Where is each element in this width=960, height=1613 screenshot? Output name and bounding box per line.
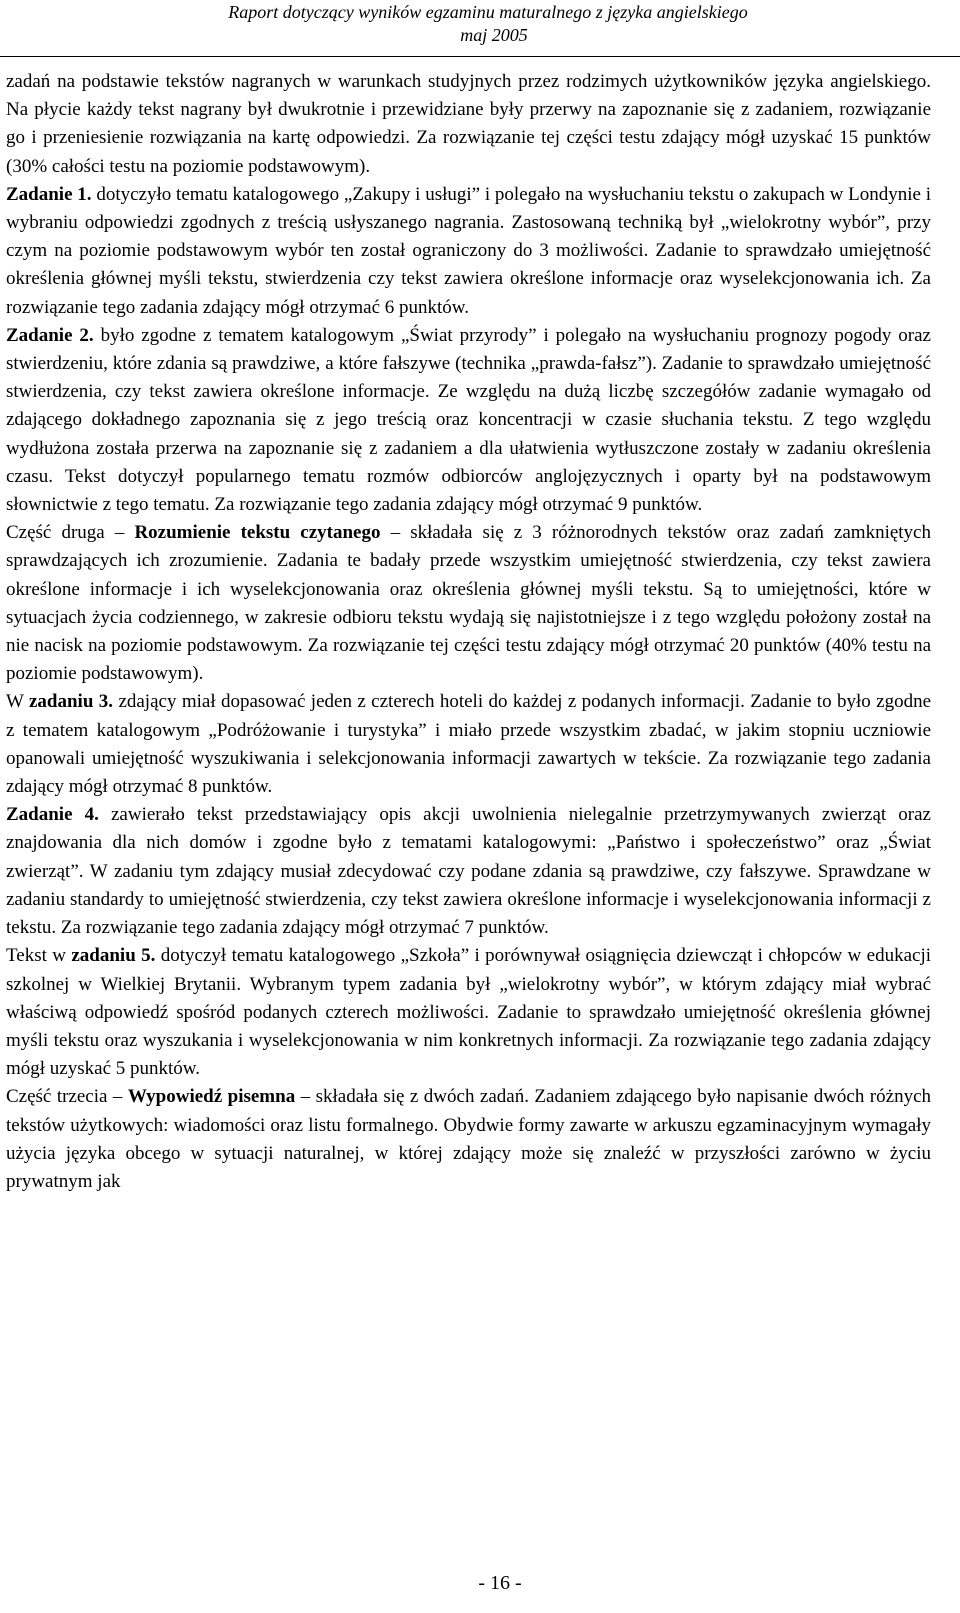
page-number: - 16 - <box>478 1572 522 1594</box>
task-1-text: dotyczyło tematu katalogowego „Zakupy i usługi” i polegało na wysłuchaniu tekstu o zakupach w Londynie i wybraniu odpowiedzi zgodnych z treścią usłyszanego nagrania. Zastosowaną techniką był „wielokrotny wybór”, przy czym na poziomie podstawowym wybór ten został ograniczony do 3 możliwości. Zadanie to sprawdzało umiejętność określenia głównej myśli tekstu, stwierdzenia czy tekst zawiera określone informacje oraz wyselekcjonowania ich. Za rozwiązanie tego zadania zdający mógł otrzymać 6 punktów. <box>6 183 931 318</box>
task-5-prefix: Tekst w <box>6 945 72 967</box>
paragraph-part-2 <box>6 519 931 688</box>
task-4-text: zawierało tekst przedstawiający opis akcji uwolnienia nielegalnie przetrzymywanych zwierząt oraz znajdowania dla nich domów i zgodne było z tematami katalogowymi: „Państwo i społeczeństwo” oraz „Świat zwierząt”. W zadaniu tym zdający musiał zdecydować czy podane zdania są prawdziwe, czy fałszywe. Sprawdzane w zadaniu standardy to umiejętność stwierdzenia, czy tekst zawiera określone informacje i wyselekcjonowania informacji z tekstu. Za rozwiązanie tego zadania zdający mógł otrzymać 7 punktów. <box>6 804 931 939</box>
task-5-text: dotyczył tematu katalogowego „Szkoła” i porównywał osiągnięcia dziewcząt i chłopców w edukacji szkolnej w Wielkiej Brytanii. Wybranym typem zadania był „wielokrotny wybór”, w którym zdający miał wybrać właściwą odpowiedź spośród podanych czterech możliwości. Zadanie to sprawdzało umiejętność określenia głównej myśli tekstu oraz wyszukania i wyselekcjonowania w nim konkretnych informacji. Za rozwiązanie tego zadania zdający mógł uzyskać 5 punktów. <box>6 945 932 1080</box>
part-3-prefix: Część trzecia – <box>6 1086 128 1108</box>
paragraph-task-1 <box>6 181 931 322</box>
paragraph-task-5 <box>6 942 931 1083</box>
paragraph-task-4 <box>6 801 931 942</box>
paragraph-part-3 <box>6 1083 931 1196</box>
paragraph-task-3 <box>6 688 931 801</box>
paragraph-intro <box>6 68 931 181</box>
page-footer <box>0 1572 960 1595</box>
task-3-text: zdający miał dopasować jeden z czterech hoteli do każdej z podanych informacji. Zadanie to było zgodne z tematem katalogowym „Podróżowanie i turystyka” i miało przede wszystkim zbadać, w jakim stopniu uczniowie opanowali umiejętność wyszukiwania i selekcjonowania informacji zawartych w tekście. Za rozwiązanie tego zadania zdający mógł otrzymać 8 punktów. <box>6 691 931 798</box>
task-4-heading: Zadanie 4. <box>6 804 99 826</box>
header-title: Raport dotyczący wyników egzaminu maturalnego z języka angielskiego <box>228 2 748 22</box>
task-2-text: było zgodne z tematem katalogowym „Świat przyrody” i polegało na wysłuchaniu prognozy pogody oraz stwierdzeniu, które zdania są prawdziwe, a które fałszywe (technika „prawda-fałsz”). Zadanie to sprawdzało umiejętność stwierdzenia, czy tekst zawiera określone informacje. Ze względu na dużą liczbę szczegółów zadanie wymagało od zdającego dokładnego zapoznania się z jego treścią oraz koncentracji w czasie słuchania tekstu. Z tego względu wydłużona została przerwa na zapoznanie się z zadaniem a dla ułatwienia wytłuszczone zostały w zadaniu określenia czasu. Tekst dotyczył popularnego tematu rozmów odbiorców anglojęzycznych i oparty był na podstawowym słownictwie z tego tematu. Za rozwiązanie tego zadania zdający mógł otrzymać 9 punktów. <box>6 324 931 516</box>
header-date: maj 2005 <box>460 25 528 45</box>
task-5-heading: zadaniu 5. <box>71 945 156 967</box>
page-header <box>0 0 960 57</box>
part-3-heading: Wypowiedź pisemna <box>127 1086 296 1108</box>
part-2-text: – składała się z 3 różnorodnych tekstów oraz zadań zamkniętych sprawdzających ich zrozumienie. Zadania te badały przede wszystkim umiejętność stwierdzenia, czy tekst zawiera określone informacje i ich wyselekcjonowania oraz określenia głównej myśli tekstu. Są to umiejętności, które w sytuacjach życia codziennego, w zakresie odbioru tekstu wydają się najistotniejsze i z tego względu położony został na nie nacisk na poziomie podstawowym. Za rozwiązanie tej części testu zdający mógł otrzymać 20 punktów (40% testu na poziomie podstawowym). <box>6 522 931 685</box>
body-text <box>6 68 931 1196</box>
task-3-prefix: W <box>6 691 29 713</box>
part-3-text: – składała się z dwóch zadań. Zadaniem zdającego było napisanie dwóch różnych tekstów użytkowych: wiadomości oraz listu formalnego. Obydwie formy zawarte w arkuszu egzaminacyjnym wymagały użycia języka obcego w sytuacji naturalnej, w której zdający może się znaleźć w przyszłości zarówno w życiu prywatnym jak <box>6 1086 932 1192</box>
part-2-heading: Rozumienie tekstu czytanego <box>134 522 381 544</box>
paragraph-task-2 <box>6 322 931 519</box>
task-2-heading: Zadanie 2. <box>6 324 94 346</box>
paragraph-intro-text: zadań na podstawie tekstów nagranych w warunkach studyjnych przez rodzimych użytkowników języka angielskiego. Na płycie każdy tekst nagrany był dwukrotnie i przewidziane były przerwy na zapoznanie się z zadaniem, rozwiązanie go i przeniesienie rozwiązania na kartę odpowiedzi. Za rozwiązanie tej części testu zdający mógł uzyskać 15 punktów (30% całości testu na poziomie podstawowym). <box>6 71 931 177</box>
task-1-heading: Zadanie 1. <box>6 183 92 205</box>
part-2-prefix: Część druga – <box>6 522 135 544</box>
task-3-heading: zadaniu 3. <box>28 691 114 713</box>
